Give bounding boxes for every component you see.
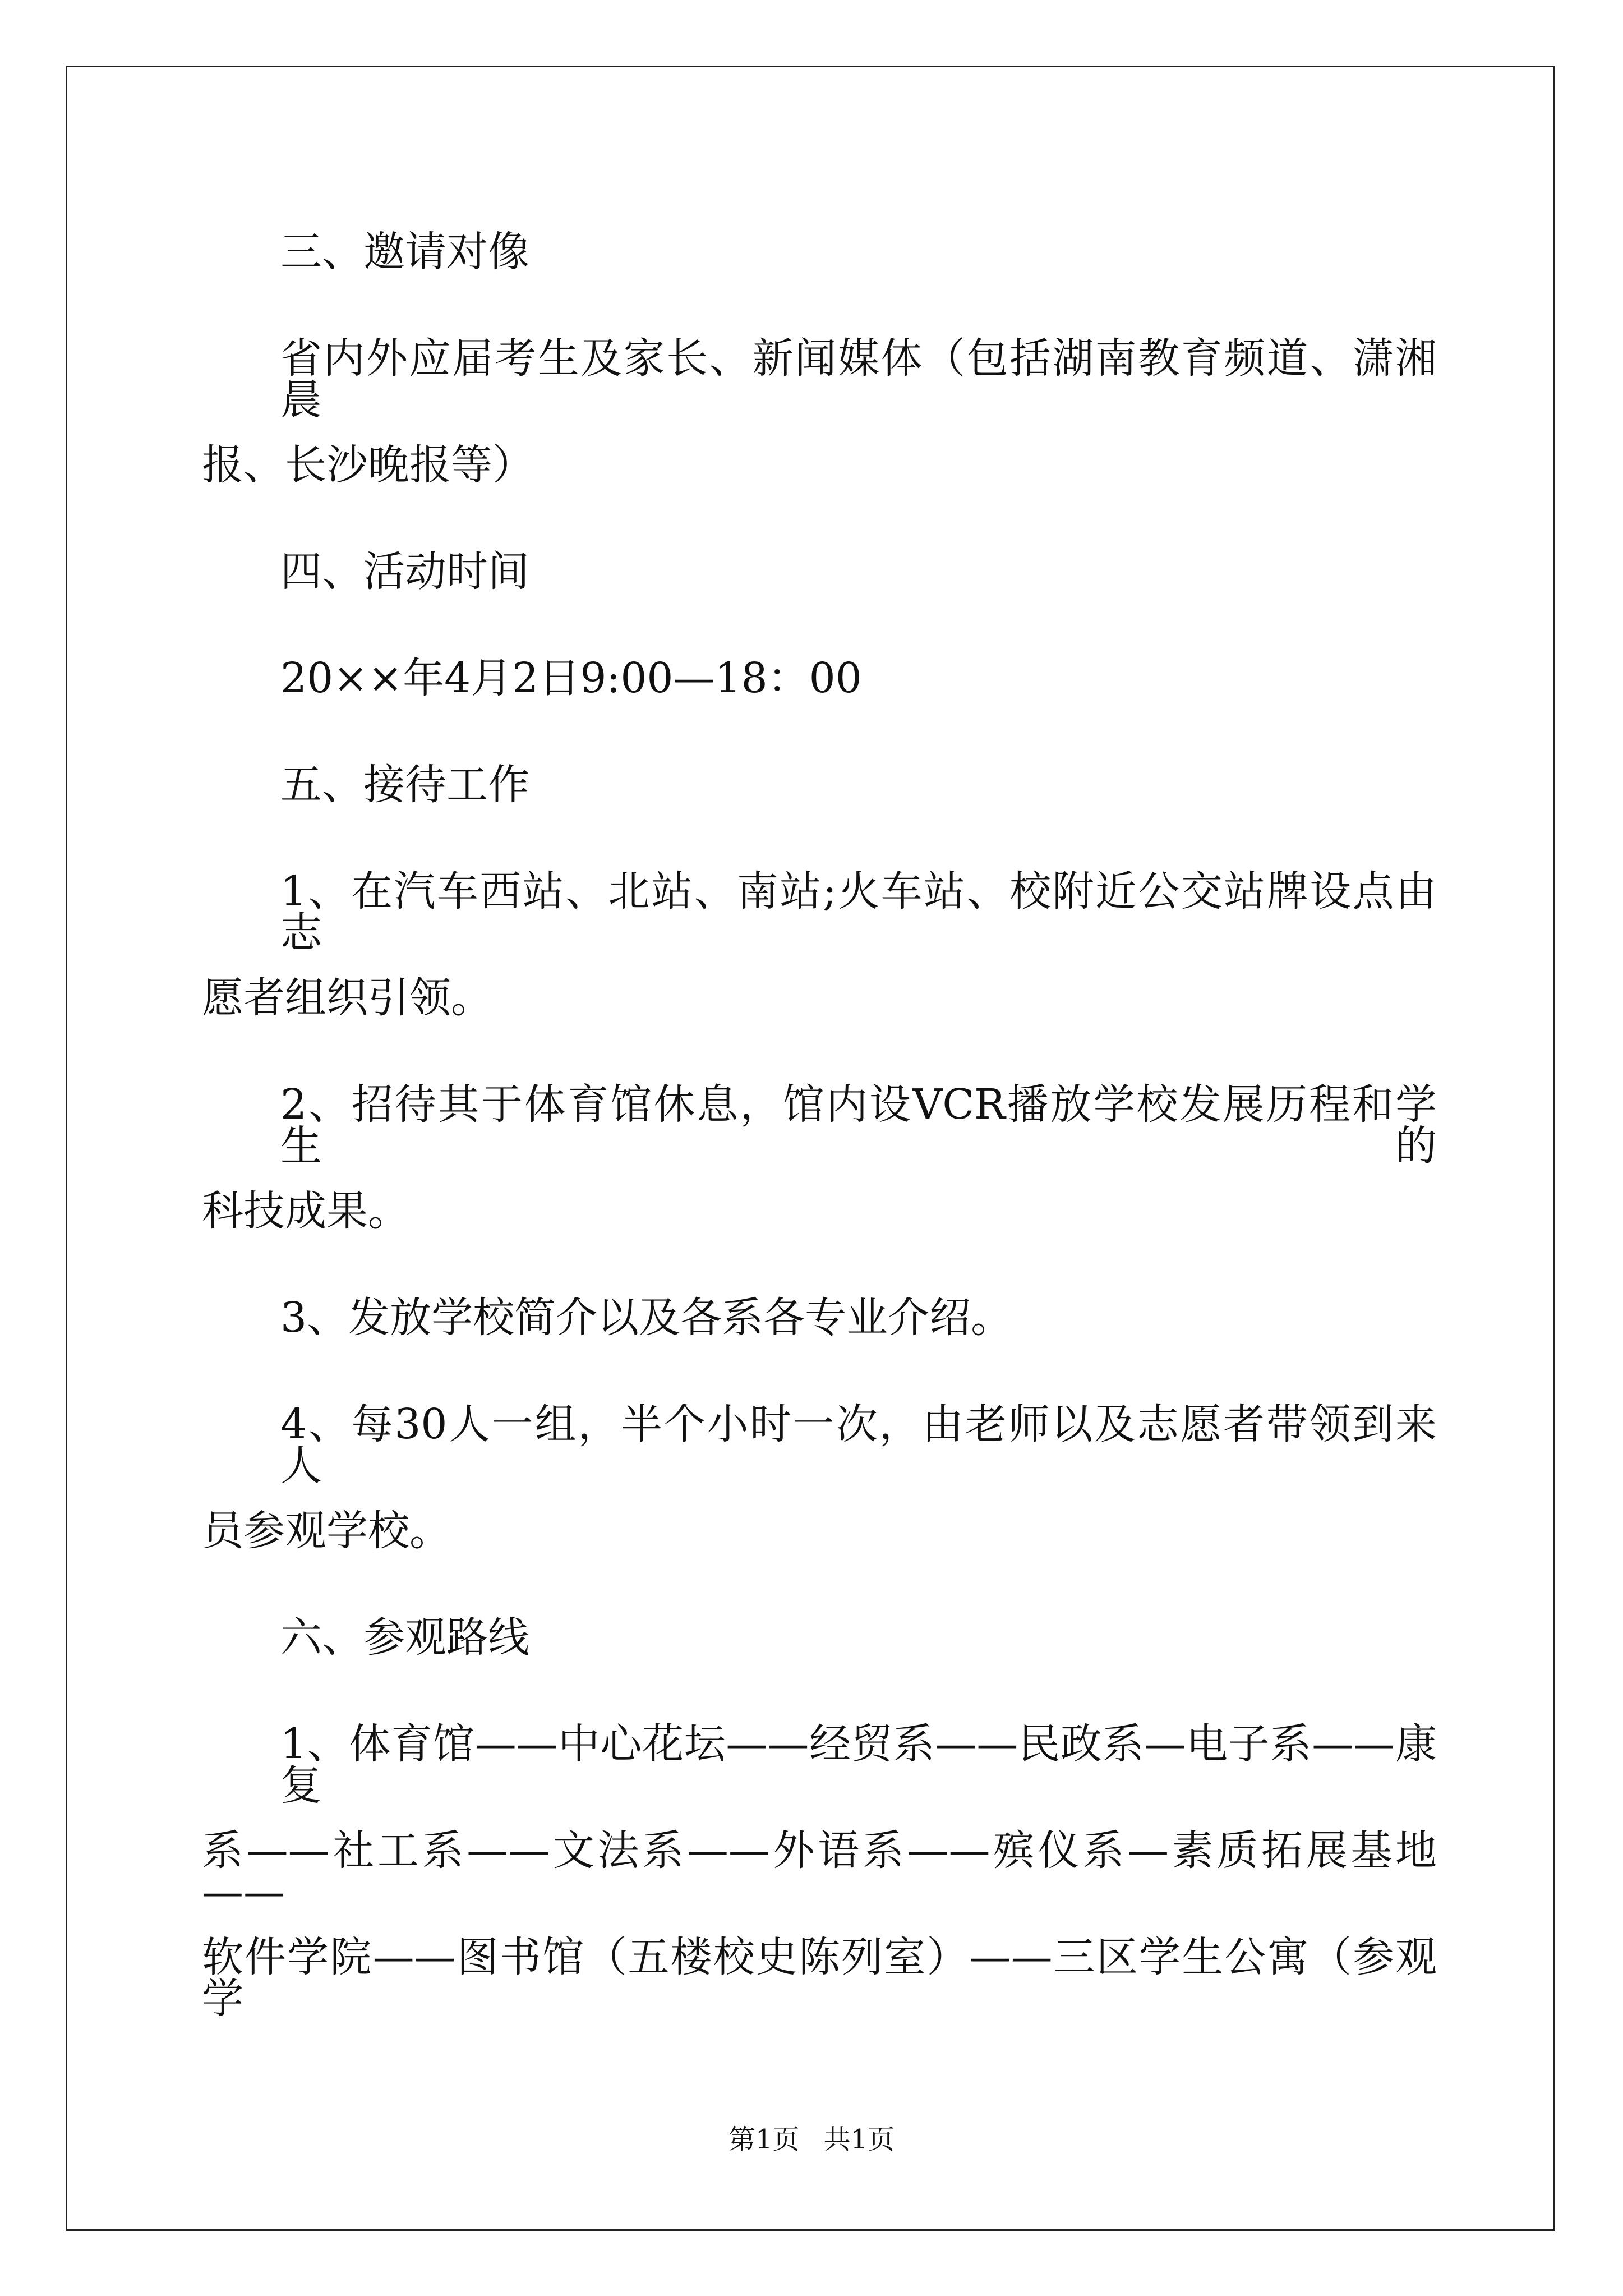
- paragraph-line: 软件学院——图书馆（五楼校史陈列室）——三区学生公寓（参观学: [202, 1933, 1437, 2023]
- paragraph-line: 1、在汽车西站、北站、南站;火车站、校附近公交站牌设点由志: [280, 867, 1437, 957]
- paragraph-line: 省内外应届考生及家长、新闻媒体（包括湖南教育频道、潇湘晨: [280, 334, 1437, 424]
- page-number: 第1页: [728, 2124, 800, 2155]
- paragraph-line: 2、招待其于体育馆休息，馆内设VCR播放学校发展历程和学生的: [280, 1080, 1437, 1170]
- heading-time: 四、活动时间: [280, 547, 529, 596]
- heading-invitees: 三、邀请对像: [280, 228, 529, 276]
- paragraph-line: 20××年4月2日9:00—18：00: [280, 654, 862, 702]
- paragraph-line: 科技成果。: [202, 1187, 409, 1235]
- paragraph-line: 3、发放学校简介以及各系各专业介绍。: [280, 1294, 1013, 1342]
- page-total: 共1页: [823, 2124, 895, 2155]
- paragraph-line: 愿者组织引领。: [202, 974, 492, 1022]
- paragraph-line: 4、每30人一组，半个小时一次，由老师以及志愿者带领到来人: [280, 1400, 1437, 1490]
- paragraph-line: 系——社工系——文法系——外语系——殡仪系—素质拓展基地——: [202, 1826, 1437, 1916]
- paragraph-line: 报、长沙晚报等）: [202, 441, 534, 489]
- page-footer: [0, 2126, 1623, 2153]
- heading-route: 六、参观路线: [280, 1613, 529, 1662]
- paragraph-line: 1、体育馆——中心花坛——经贸系——民政系—电子系——康复: [280, 1720, 1437, 1810]
- heading-reception: 五、接待工作: [280, 761, 529, 809]
- paragraph-line: 员参观学校。: [202, 1507, 451, 1555]
